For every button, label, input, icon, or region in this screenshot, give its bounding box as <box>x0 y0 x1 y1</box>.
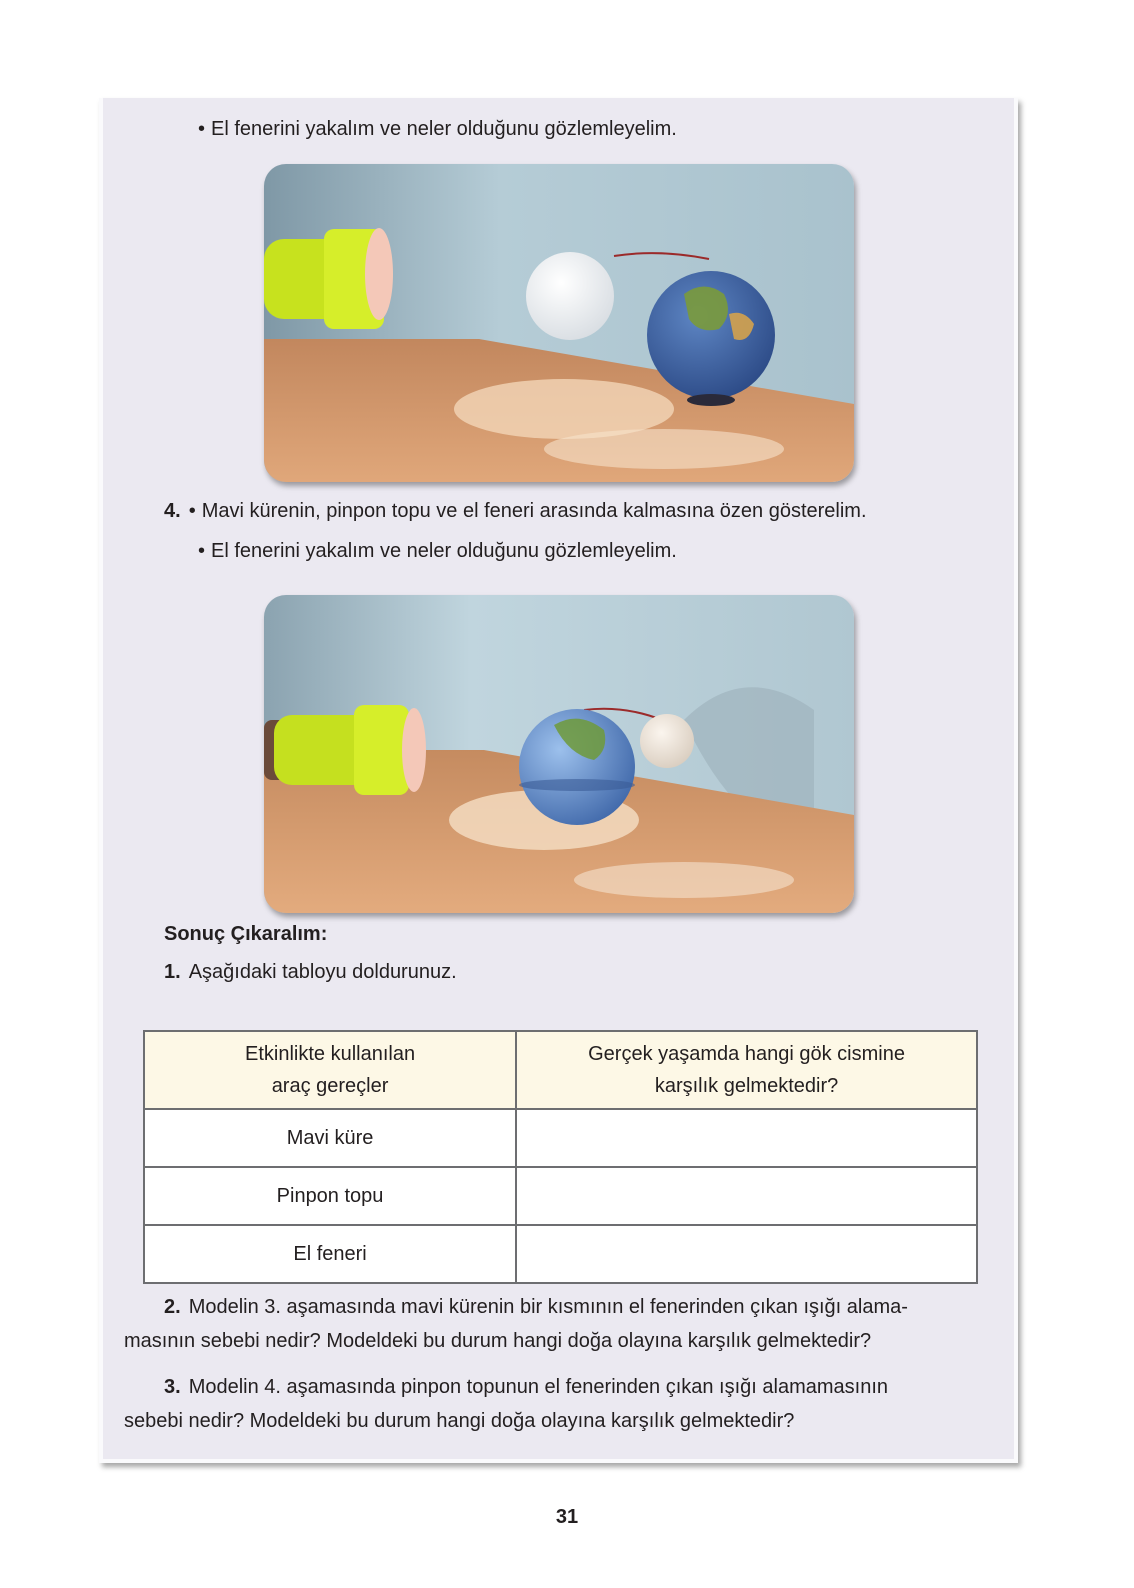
step3-observe-line <box>198 117 677 141</box>
question-1 <box>164 960 457 984</box>
conclusion-heading: Sonuç Çıkaralım: <box>164 923 328 945</box>
photo-step3-illustration <box>264 164 854 482</box>
table-cell-answer[interactable] <box>516 1167 977 1225</box>
bullet: • <box>198 118 206 140</box>
table-cell-item: Pinpon topu <box>144 1167 516 1225</box>
header-items-line1: Etkinlikte kullanılan <box>245 1043 416 1065</box>
question-2-line1 <box>124 1290 994 1324</box>
table-row <box>144 1167 977 1225</box>
photo-step3 <box>264 164 854 482</box>
bullet: • <box>198 540 206 562</box>
answer-table <box>143 1030 978 1284</box>
question-3-number: 3. <box>164 1376 181 1398</box>
table-cell-answer[interactable] <box>516 1109 977 1167</box>
question-2-line2: masının sebebi nedir? Modeldeki bu durum hangi doğa olayına karşılık gelmektedir? <box>124 1330 872 1352</box>
table-cell-item: Mavi küre <box>144 1109 516 1167</box>
header-celestial-line1: Gerçek yaşamda hangi gök cismine <box>588 1043 905 1065</box>
table-header-celestial <box>516 1031 977 1109</box>
photo-step4 <box>264 595 854 913</box>
question-2 <box>124 1290 994 1358</box>
header-celestial-line2: karşılık gelmektedir? <box>654 1075 839 1097</box>
table-cell-answer[interactable] <box>516 1225 977 1283</box>
step4-observe-text: El fenerini yakalım ve neler olduğunu gözlemleyelim. <box>211 540 677 562</box>
question-3-text-line1: Modelin 4. aşamasında pinpon topunun el fenerinden çıkan ışığı alamamasının <box>188 1376 889 1398</box>
table-row <box>144 1225 977 1283</box>
table-row <box>144 1109 977 1167</box>
question-2-number: 2. <box>164 1296 181 1318</box>
table-header-items <box>144 1031 516 1109</box>
step4-number: 4. <box>164 500 181 522</box>
question-2-text: Modelin 3. aşamasında mavi kürenin bir kısmının el fenerinden çıkan ışığı alama- <box>188 1296 908 1318</box>
page-number: 31 <box>555 1506 579 1528</box>
question-3-line1 <box>124 1370 994 1404</box>
step4-observe-line <box>198 539 677 563</box>
question-3 <box>124 1370 994 1438</box>
step4-instruction-text: Mavi kürenin, pinpon topu ve el feneri arasında kalmasına özen gösterelim. <box>201 500 867 522</box>
step3-observe-text: El fenerini yakalım ve neler olduğunu gözlemleyelim. <box>211 118 677 140</box>
question-1-text: Aşağıdaki tabloyu doldurunuz. <box>188 961 457 983</box>
header-items-line2: araç gereçler <box>271 1075 389 1097</box>
table-cell-item: El feneri <box>144 1225 516 1283</box>
photo-step4-illustration <box>264 595 854 913</box>
bullet: • <box>188 500 196 522</box>
question-1-number: 1. <box>164 961 181 983</box>
question-3-line2: sebebi nedir? Modeldeki bu durum hangi doğa olayına karşılık gelmektedir? <box>124 1410 795 1432</box>
table-header-row <box>144 1031 977 1109</box>
step4-instruction-line <box>164 499 867 523</box>
